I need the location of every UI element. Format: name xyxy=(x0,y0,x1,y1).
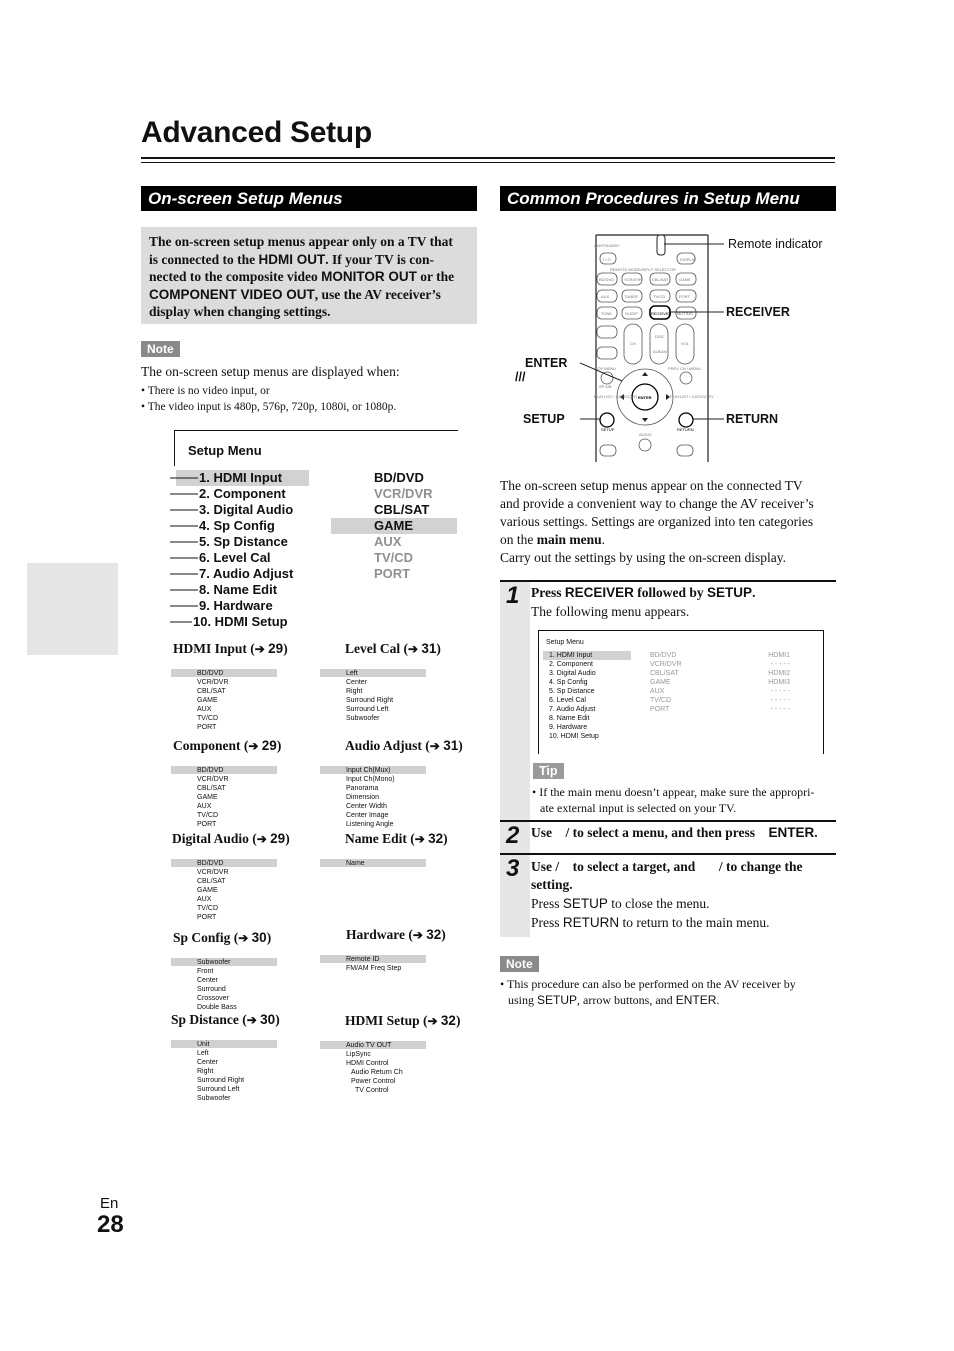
arrow-icon: ➔ xyxy=(429,739,444,753)
submenu-item: AUX xyxy=(197,803,212,810)
setup-label: SETUP xyxy=(523,412,565,426)
submenu-item: Dimension xyxy=(346,794,380,801)
svg-text:VCR/DVR: VCR/DVR xyxy=(624,277,643,282)
page-number: 28 xyxy=(97,1211,124,1238)
mini-menu-value: - - - - - xyxy=(770,697,790,704)
section-heading-common: Common Procedures in Setup Menu xyxy=(500,186,836,211)
arrow-icon: ➔ xyxy=(246,1013,261,1027)
submenu-page-ref: 32 xyxy=(428,831,444,846)
submenu-heading: Sp Config (➔ 30) xyxy=(173,930,272,945)
svg-text:ENTER: ENTER xyxy=(638,395,652,400)
mini-menu-value: HDMI2 xyxy=(768,670,790,677)
note-text: The on-screen setup menus are displayed when: xyxy=(141,364,400,379)
mini-menu-option: TV/CD xyxy=(650,697,671,704)
mini-menu-option: AUX xyxy=(650,688,665,695)
setup-menu-item: 7. Audio Adjust xyxy=(199,566,294,581)
arrow-icon: ➔ xyxy=(254,642,269,656)
step-3-line-2: Press SETUP to close the menu. xyxy=(531,896,710,911)
submenu-item: AUX xyxy=(197,896,212,903)
submenu-item: CBL/SAT xyxy=(197,785,226,792)
intro-line-5: display when changing settings. xyxy=(149,304,331,319)
step-3-setting: setting. xyxy=(531,877,573,892)
remote-on-standby-text: ON/STANDBY xyxy=(594,243,620,248)
svg-text:TOP MENU: TOP MENU xyxy=(595,366,616,371)
right-intro: The on-screen setup menus appear on the connected TV and provide a convenient way to change the AV receiver’s various settings. Settings are organized into ten categories on the main menu. Carry out the settings by using the on-screen display. xyxy=(500,478,814,565)
submenu-heading: HDMI Setup (➔ 32) xyxy=(345,1013,461,1028)
svg-text:PREV CH / MENU: PREV CH / MENU xyxy=(668,366,701,371)
submenu-item: Power Control xyxy=(351,1078,396,1085)
submenu-item: Subwoofer xyxy=(197,1095,231,1102)
svg-text:PLAYLIST / CATEGORY: PLAYLIST / CATEGORY xyxy=(594,394,638,399)
mini-menu-option: PORT xyxy=(650,706,670,713)
submenu-heading: Component (➔ 29) xyxy=(173,738,282,753)
step-3-number: 3 xyxy=(506,855,520,882)
submenu-item: GAME xyxy=(197,794,218,801)
mini-menu-item: 7. Audio Adjust xyxy=(549,706,596,713)
svg-text:TUNER: TUNER xyxy=(624,294,638,299)
hdmi-out-label: HDMI OUT xyxy=(258,251,326,267)
mini-menu-item: 1. HDMI Input xyxy=(543,651,631,660)
submenu-item: VCR/DVR xyxy=(197,869,229,876)
submenu-item: BD/DVD xyxy=(197,670,224,677)
mini-menu-item: 2. Component xyxy=(549,661,593,668)
submenu-item: Right xyxy=(346,688,363,695)
mini-menu-item: 9. Hardware xyxy=(549,724,588,731)
svg-text:BD/DVD: BD/DVD xyxy=(599,277,615,282)
submenu-heading: Digital Audio (➔ 29) xyxy=(172,831,290,846)
submenu-item: Double Bass xyxy=(197,1004,237,1011)
submenu-item: BD/DVD xyxy=(197,860,224,867)
submenu-item: Surround Left xyxy=(346,706,389,713)
submenu-item: TV/CD xyxy=(197,905,218,912)
mini-menu-value: HDMI3 xyxy=(768,679,790,686)
submenu-page-ref: 31 xyxy=(421,641,437,656)
setup-menu-item: 3. Digital Audio xyxy=(199,502,294,517)
svg-text:SLEEP: SLEEP xyxy=(625,311,638,316)
submenu-item: Name xyxy=(346,860,365,867)
svg-text:GAME: GAME xyxy=(679,277,691,282)
submenu-highlight xyxy=(171,669,277,677)
submenu-item: GAME xyxy=(197,697,218,704)
submenu-item: Surround Right xyxy=(346,697,394,704)
mini-menu-item: 3. Digital Audio xyxy=(549,670,596,677)
step-1 xyxy=(500,580,836,822)
submenu-item: HDMI Control xyxy=(346,1060,389,1067)
setup-menu-item: 8. Name Edit xyxy=(199,582,278,597)
setup-menu-item: 4. Sp Config xyxy=(199,518,275,533)
intro-line-3: nected to the composite video MONITOR OUT or the xyxy=(149,269,455,284)
step-3-instruction: Use / to select a target, and / to change the xyxy=(531,859,803,874)
setup-menu-item: 2. Component xyxy=(199,486,286,501)
svg-text:CBL/SAT: CBL/SAT xyxy=(652,277,669,282)
submenu-page-ref: 32 xyxy=(440,1013,456,1028)
submenu-item: Panorama xyxy=(346,785,379,792)
step-3 xyxy=(500,853,836,937)
intro-line-4: COMPONENT VIDEO OUT, use the AV receiver’s xyxy=(149,286,441,302)
submenu-item: Remote ID xyxy=(346,956,380,963)
svg-text:PLAYLIST / CATEGORY: PLAYLIST / CATEGORY xyxy=(670,394,714,399)
arrow-icon: ➔ xyxy=(412,928,427,942)
page-lang: En xyxy=(100,1195,119,1212)
arrow-icon: ➔ xyxy=(414,832,429,846)
intro-box xyxy=(141,227,477,324)
mini-menu-item: 8. Name Edit xyxy=(549,715,590,722)
mini-menu-item: 6. Level Cal xyxy=(549,697,586,704)
mini-menu-value: - - - - - xyxy=(770,661,790,668)
monitor-out-label: MONITOR OUT xyxy=(321,269,417,284)
submenu-item: PORT xyxy=(197,914,217,921)
mini-menu-value: HDMI1 xyxy=(768,652,790,659)
submenu-page-ref: 29 xyxy=(270,831,286,846)
submenu-item: Input Ch(Mono) xyxy=(346,776,395,783)
step-1-instruction: Press RECEIVER followed by SETUP. xyxy=(531,585,756,600)
submenu-item: Subwoofer xyxy=(346,715,380,722)
submenu-item: AUX xyxy=(197,706,212,713)
setup-menu-item: 9. Hardware xyxy=(199,598,273,613)
submenu-item: CBL/SAT xyxy=(197,878,226,885)
submenu-item: Listening Angle xyxy=(346,821,394,828)
arrow-icon: ➔ xyxy=(256,832,271,846)
svg-text:RETURN: RETURN xyxy=(677,427,694,432)
svg-text:DISC: DISC xyxy=(655,334,665,339)
arrow-icon: ➔ xyxy=(408,642,422,656)
note-right-line-1: • This procedure can also be performed on the AV receiver by xyxy=(500,977,796,991)
title-rule-thin xyxy=(141,162,835,163)
svg-text:TV/CD: TV/CD xyxy=(653,294,665,299)
intro-line-1: The on-screen setup menus appear only on a TV that xyxy=(149,234,453,249)
submenu-page-ref: 32 xyxy=(426,927,442,942)
intro-line-2: is connected to the HDMI OUT. If your TV is con- xyxy=(149,251,435,267)
title-rule xyxy=(141,157,835,159)
menu-frame-left xyxy=(174,430,176,466)
svg-text:RECEIVER: RECEIVER xyxy=(651,311,672,316)
submenu-highlight xyxy=(171,859,277,867)
submenu-highlight xyxy=(320,669,426,677)
svg-text:AUX: AUX xyxy=(601,294,610,299)
setup-menu-item: 1. HDMI Input xyxy=(176,470,309,486)
submenu-heading: Hardware (➔ 32) xyxy=(346,927,446,942)
submenu-item: TV/CD xyxy=(197,812,218,819)
note-badge: Note xyxy=(141,341,180,357)
setup-menu-option: AUX xyxy=(374,534,402,549)
mini-menu-option: VCR/DVR xyxy=(650,661,682,668)
mini-menu-option: CBL/SAT xyxy=(650,670,679,677)
mini-menu-item: 10. HDMI Setup xyxy=(549,733,599,740)
step-1-sub: The following menu appears. xyxy=(531,604,690,619)
setup-menu-title: Setup Menu xyxy=(188,443,262,458)
mini-menu-value: - - - - - xyxy=(770,688,790,695)
submenu-heading: Sp Distance (➔ 30) xyxy=(171,1012,280,1027)
remote-indicator-label: Remote indicator xyxy=(728,237,823,251)
submenu-item: Center xyxy=(197,977,219,984)
submenu-heading: Audio Adjust (➔ 31) xyxy=(345,738,463,753)
arrow-icon: ➔ xyxy=(238,931,252,945)
tip-line-1: • If the main menu doesn’t appear, make sure the appropri- xyxy=(532,785,815,799)
submenu-item: TV/CD xyxy=(197,715,218,722)
svg-text:ALBUM: ALBUM xyxy=(653,349,667,354)
svg-text:AUDIO: AUDIO xyxy=(639,432,652,437)
step-1-number: 1 xyxy=(506,582,520,609)
submenu-item: LipSync xyxy=(346,1051,371,1058)
submenu-item: Center Width xyxy=(346,803,387,810)
submenu-item: Center xyxy=(346,679,368,686)
note-bullet-2: • The video input is 480p, 576p, 720p, 1080i, or 1080p. xyxy=(141,401,397,413)
submenu-item: Left xyxy=(346,670,358,677)
submenu-item: VCR/DVR xyxy=(197,776,229,783)
submenu-item: Unit xyxy=(197,1041,210,1048)
setup-menu-option: PORT xyxy=(374,566,411,581)
step-2 xyxy=(500,820,836,855)
submenu-highlight xyxy=(171,1040,277,1048)
setup-menu-item: 5. Sp Distance xyxy=(199,534,288,549)
arrow-icon: ➔ xyxy=(248,739,262,753)
svg-text:SETUP: SETUP xyxy=(601,427,615,432)
submenu-item: Audio Return Ch xyxy=(351,1069,403,1076)
submenu-highlight xyxy=(171,766,277,774)
remote-drawing xyxy=(580,230,840,465)
mini-menu-option: BD/DVD xyxy=(650,652,677,659)
submenu-item: TV Control xyxy=(355,1087,389,1094)
page-title: Advanced Setup xyxy=(141,116,372,149)
submenu-item: GAME xyxy=(197,887,218,894)
mini-menu-option: GAME xyxy=(650,679,671,686)
submenu-item: Surround xyxy=(197,986,226,993)
note-badge-right: Note xyxy=(500,956,539,972)
side-tab xyxy=(27,563,118,655)
svg-text:I / O: I / O xyxy=(603,257,611,262)
note-right-line-2: using SETUP, arrow buttons, and ENTER. xyxy=(508,993,720,1007)
submenu-heading: Name Edit (➔ 32) xyxy=(345,831,448,846)
receiver-label: RECEIVER xyxy=(726,305,790,319)
submenu-page-ref: 30 xyxy=(251,930,267,945)
setup-menu-item: 6. Level Cal xyxy=(199,550,271,565)
svg-text:SP A/B: SP A/B xyxy=(599,384,612,389)
setup-menu-option: VCR/DVR xyxy=(374,486,433,501)
component-video-out-label: COMPONENT VIDEO OUT xyxy=(149,286,315,302)
setup-menu-item: 10. HDMI Setup xyxy=(193,614,288,629)
submenu-item: CBL/SAT xyxy=(197,688,226,695)
svg-text:VOL: VOL xyxy=(681,341,690,346)
mini-menu-title: Setup Menu xyxy=(546,639,584,646)
submenu-item: FM/AM Freq Step xyxy=(346,965,402,972)
submenu-item: PORT xyxy=(197,724,217,731)
submenu-item: Center xyxy=(197,1059,219,1066)
submenu-item: Surround Right xyxy=(197,1077,245,1084)
remote-illustration xyxy=(580,230,840,465)
submenu-item: Right xyxy=(197,1068,214,1075)
svg-text:REMOTE MODE/INPUT SELECTOR: REMOTE MODE/INPUT SELECTOR xyxy=(610,267,676,272)
menu-connector-lines xyxy=(165,470,205,630)
arrow-icon: ➔ xyxy=(427,1014,441,1028)
submenu-item: Surround Left xyxy=(197,1086,240,1093)
submenu-item: Input Ch(Mux) xyxy=(346,767,391,774)
svg-text:TONE: TONE xyxy=(601,311,613,316)
submenu-page-ref: 29 xyxy=(261,738,277,753)
submenu-page-ref: 30 xyxy=(260,1012,276,1027)
step-2-instruction: Use / to select a menu, and then press ENTER. xyxy=(531,825,818,840)
svg-text:DISPLAY: DISPLAY xyxy=(680,257,697,262)
submenu-item: Front xyxy=(197,968,214,975)
mini-menu-item: 4. Sp Config xyxy=(549,679,588,686)
submenu-heading: Level Cal (➔ 31) xyxy=(345,641,441,656)
svg-text:MUTING: MUTING xyxy=(677,311,693,316)
submenu-item: Crossover xyxy=(197,995,229,1002)
tip-badge: Tip xyxy=(533,763,564,779)
submenu-item: Audio TV OUT xyxy=(346,1042,392,1049)
submenu-page-ref: 31 xyxy=(443,738,459,753)
mini-setup-menu xyxy=(538,630,824,754)
submenu-item: Subwoofer xyxy=(197,959,231,966)
mini-menu-value: - - - - - xyxy=(770,706,790,713)
setup-menu-option: CBL/SAT xyxy=(374,502,430,517)
setup-menu-option: BD/DVD xyxy=(374,470,424,485)
submenu-page-ref: 29 xyxy=(268,641,284,656)
section-heading-onscreen: On-screen Setup Menus xyxy=(141,186,477,211)
submenu-item: PORT xyxy=(197,821,217,828)
submenu-heading: HDMI Input (➔ 29) xyxy=(173,641,288,656)
tip-line-2: ate external input is selected on your TV. xyxy=(540,801,737,815)
enter-label: ENTER xyxy=(525,356,568,370)
svg-text:PORT: PORT xyxy=(679,294,691,299)
submenu-item: VCR/DVR xyxy=(197,679,229,686)
mini-menu-item: 5. Sp Distance xyxy=(549,688,595,695)
return-label: RETURN xyxy=(726,412,779,426)
submenu-highlight xyxy=(320,859,426,867)
setup-menu-option: TV/CD xyxy=(374,550,413,565)
menu-frame-top xyxy=(174,430,458,432)
step-3-line-3: Press RETURN to return to the main menu. xyxy=(531,915,770,930)
note-bullet-1: • There is no video input, or xyxy=(141,385,270,397)
setup-menu-option: GAME xyxy=(331,518,457,534)
arrows-label: /// xyxy=(515,370,526,384)
submenu-item: Left xyxy=(197,1050,209,1057)
step-2-number: 2 xyxy=(506,822,520,849)
submenu-item: BD/DVD xyxy=(197,767,224,774)
submenu-item: Center Image xyxy=(346,812,389,819)
svg-text:CH: CH xyxy=(630,341,636,346)
